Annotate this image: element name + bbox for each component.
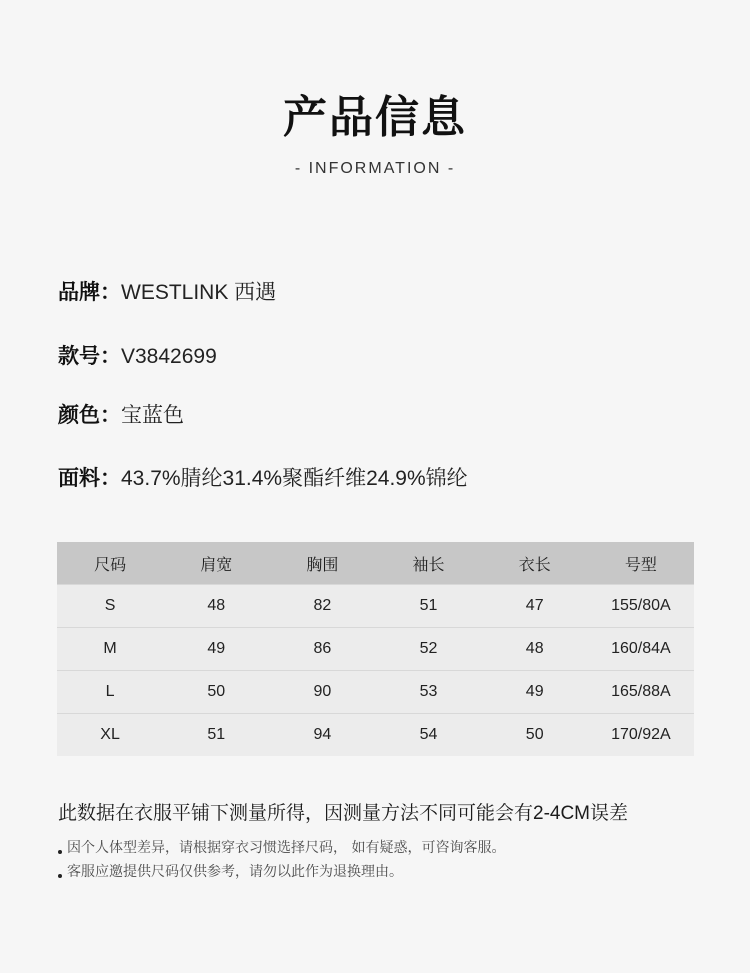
page-subtitle: - INFORMATION -: [294, 160, 456, 177]
table-row: [57, 585, 694, 628]
table-cell: 54: [375, 714, 481, 757]
table-row: [57, 714, 694, 757]
header-fit-code: 号型: [588, 542, 694, 585]
table-cell: 50: [482, 714, 588, 757]
list-item: [58, 860, 505, 884]
table-cell: 82: [269, 585, 375, 628]
table-cell: 86: [269, 628, 375, 671]
size-table-header-row: [57, 542, 694, 585]
table-cell: 160/84A: [588, 628, 694, 671]
table-cell: S: [57, 585, 163, 628]
header-shoulder-width: 肩宽: [163, 542, 269, 585]
table-cell: 170/92A: [588, 714, 694, 757]
table-cell: L: [57, 671, 163, 714]
table-cell: 155/80A: [588, 585, 694, 628]
table-row: [57, 671, 694, 714]
table-cell: 48: [482, 628, 588, 671]
note-text: 因个人体型差异，请根据穿衣习惯选择尺码， 如有疑惑，可咨询客服。: [67, 840, 506, 856]
note-text: 客服应邀提供尺码仅供参考，请勿以此作为退换理由。: [67, 864, 403, 880]
table-cell: 49: [482, 671, 588, 714]
table-cell: 53: [375, 671, 481, 714]
style-number-label: 款号：: [58, 344, 121, 368]
info-row-fabric: [58, 462, 468, 494]
page-title: 产品信息: [283, 92, 467, 143]
header-size: 尺码: [57, 542, 163, 585]
header-body-length: 衣长: [482, 542, 588, 585]
measurement-note: 此数据在衣服平铺下测量所得，因测量方法不同可能会有2-4CM误差: [58, 803, 629, 824]
table-cell: M: [57, 628, 163, 671]
table-cell: 50: [163, 671, 269, 714]
table-cell: 48: [163, 585, 269, 628]
info-row-brand: [58, 276, 276, 308]
size-chart-table: [57, 542, 694, 756]
table-cell: 94: [269, 714, 375, 757]
brand-value: WESTLINK 西遇: [121, 281, 277, 304]
notes-list: [58, 836, 505, 884]
bullet-dot: [58, 874, 62, 878]
table-cell: 47: [482, 585, 588, 628]
brand-label: 品牌：: [58, 280, 121, 304]
info-row-style-number: [58, 340, 217, 372]
table-cell: 51: [163, 714, 269, 757]
list-item: [58, 836, 505, 860]
table-cell: 51: [375, 585, 481, 628]
header-sleeve-length: 袖长: [375, 542, 481, 585]
table-cell: 49: [163, 628, 269, 671]
table-cell: 165/88A: [588, 671, 694, 714]
color-value: 宝蓝色: [121, 404, 184, 427]
table-cell: XL: [57, 714, 163, 757]
table-row: [57, 628, 694, 671]
fabric-value: 43.7%腈纶31.4%聚酯纤维24.9%锦纶: [121, 467, 468, 490]
table-cell: 90: [269, 671, 375, 714]
style-number-value: V3842699: [121, 345, 217, 368]
table-cell: 52: [375, 628, 481, 671]
info-row-color: [58, 399, 184, 431]
header-chest: 胸围: [269, 542, 375, 585]
bullet-dot: [58, 850, 62, 854]
color-label: 颜色：: [58, 403, 121, 427]
fabric-label: 面料：: [58, 466, 121, 490]
